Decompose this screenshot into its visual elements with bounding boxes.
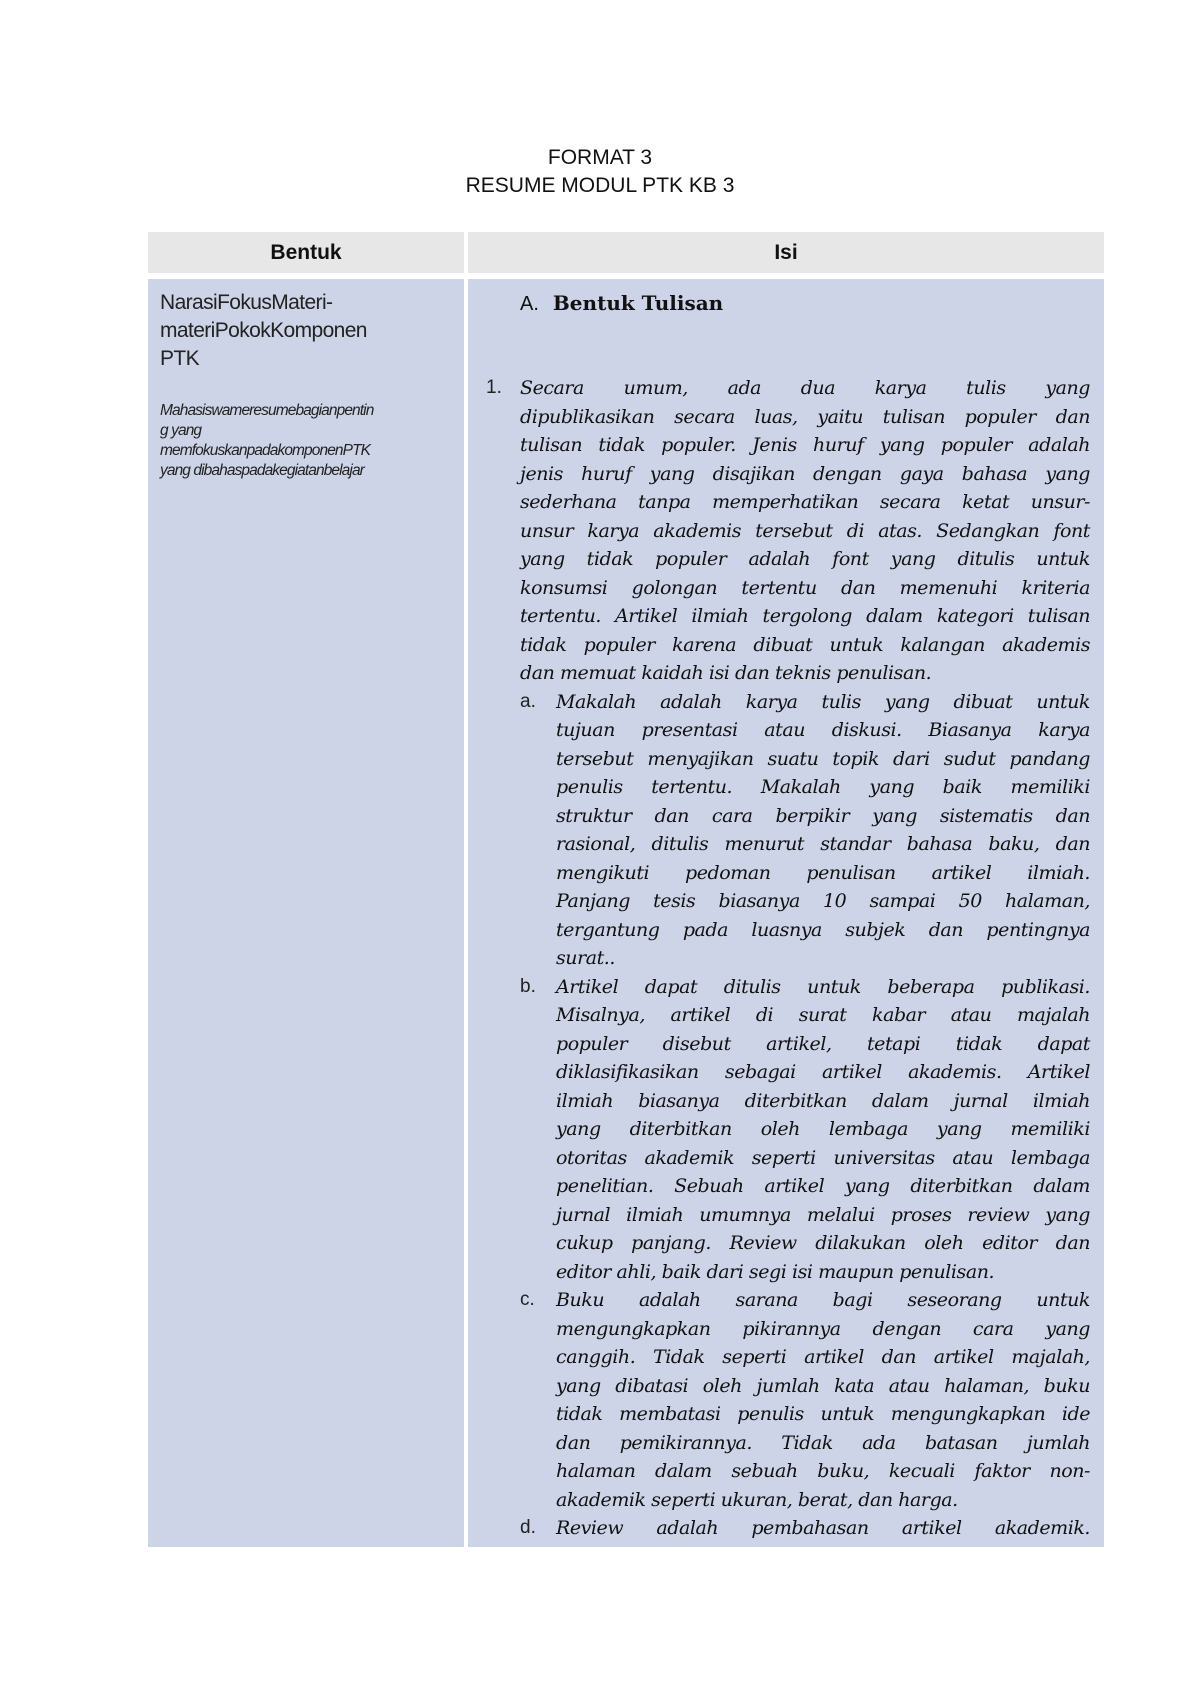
- title-line-2: RESUME MODUL PTK KB 3: [465, 174, 735, 197]
- paragraph-line: tulisan tidak populer. Jenis huruf yang populer adalah: [520, 434, 1090, 456]
- bentuk-note-line: memfokuskanpadakomponenPTK: [160, 442, 371, 459]
- paragraph-line: tergantung pada luasnya subjek dan pentingnya: [556, 918, 1090, 941]
- table-header-row: [148, 232, 1104, 273]
- paragraph-line: dipublikasikan secara luas, yaitu tulisan populer dan: [520, 405, 1090, 428]
- paragraph-line: rasional, ditulis menurut standar bahasa baku, dan: [556, 833, 1090, 855]
- sub-d-marker: d.: [520, 1517, 536, 1538]
- bentuk-note-line: Mahasiswameresumebagianpentin: [160, 402, 374, 419]
- bentuk-main-line: materiPokokKomponen: [160, 319, 367, 342]
- sub-b-marker: b.: [520, 975, 536, 997]
- paragraph-line: Artikel dapat ditulis untuk beberapa publikasi.: [556, 975, 1090, 998]
- sub-c-paragraph: [556, 1286, 1090, 1514]
- bentuk-cell: [148, 279, 464, 1547]
- section-title: Bentuk Tulisan: [552, 291, 724, 315]
- sub-a-marker: a.: [520, 690, 536, 712]
- title-line-1: FORMAT 3: [547, 146, 653, 169]
- paragraph-line: yang tidak populer adalah font yang ditulis untuk: [520, 548, 1090, 570]
- bentuk-note-line: g yang: [160, 422, 202, 439]
- paragraph-line: Panjang tesis biasanya 10 sampai 50 halaman,: [556, 890, 1090, 912]
- paragraph-line: surat..: [556, 947, 615, 969]
- paragraph-line: tersebut menyajikan suatu topik dari sudut pandang: [556, 747, 1090, 770]
- table-body-row: [148, 279, 1104, 1547]
- isi-cell: [468, 279, 1104, 1547]
- paragraph-line: tertentu. Artikel ilmiah tergolong dalam kategori tulisan: [520, 605, 1090, 627]
- bentuk-note-line: yang dibahaspadakegiatanbelajar: [160, 462, 364, 479]
- bentuk-note: [160, 401, 452, 481]
- section-heading: [520, 289, 723, 318]
- paragraph-line: yang diterbitkan oleh lembaga yang memiliki: [556, 1118, 1090, 1140]
- header-bentuk: Bentuk: [148, 232, 464, 273]
- sub-b-paragraph: [556, 973, 1090, 1287]
- document-title: [0, 144, 1200, 200]
- paragraph-line: yang dibatasi oleh jumlah kata atau halaman, buku: [556, 1374, 1090, 1397]
- paragraph-line: sederhana tanpa memperhatikan secara ketat unsur-: [520, 491, 1090, 513]
- resume-table: [148, 232, 1104, 1547]
- paragraph-line: Secara umum, ada dua karya tulis yang: [520, 377, 1090, 399]
- item-1-marker: 1.: [486, 377, 502, 398]
- paragraph-line: akademik seperti ukuran, berat, dan harga.: [556, 1488, 958, 1511]
- paragraph-line: diklasifikasikan sebagai artikel akademis. Artikel: [556, 1061, 1090, 1083]
- paragraph-line: unsur karya akademis tersebut di atas. Sedangkan font: [520, 519, 1090, 542]
- paragraph-line: canggih. Tidak seperti artikel dan artikel majalah,: [556, 1346, 1090, 1368]
- bentuk-main-line: PTK: [160, 347, 200, 370]
- paragraph-line: jurnal ilmiah umumnya melalui proses review yang: [556, 1203, 1090, 1226]
- paragraph-line: penelitian. Sebuah artikel yang diterbitkan dalam: [556, 1175, 1090, 1197]
- paragraph-line: dan memuat kaidah isi dan teknis penulisan.: [520, 662, 932, 684]
- item-1-paragraph: [520, 374, 1090, 688]
- sub-a-paragraph: [556, 688, 1090, 973]
- paragraph-line: editor ahli, baik dari segi isi maupun penulisan.: [556, 1260, 995, 1283]
- paragraph-line: populer disebut artikel, tetapi tidak dapat: [556, 1032, 1090, 1055]
- paragraph-line: mengungkapkan pikirannya dengan cara yang: [556, 1317, 1090, 1340]
- bentuk-main-line: NarasiFokusMateri-: [160, 291, 333, 314]
- header-isi: Isi: [468, 232, 1104, 273]
- paragraph-line: otoritas akademik seperti universitas atau lembaga: [556, 1146, 1090, 1169]
- sub-d-paragraph: [556, 1514, 1090, 1543]
- section-letter: A.: [520, 293, 539, 315]
- paragraph-line: Misalnya, artikel di surat kabar atau majalah: [556, 1004, 1090, 1026]
- paragraph-line: mengikuti pedoman penulisan artikel ilmiah.: [556, 861, 1090, 884]
- sub-c-marker: c.: [520, 1289, 535, 1310]
- paragraph-line: jenis huruf yang disajikan dengan gaya bahasa yang: [520, 462, 1090, 485]
- paragraph-line: tidak membatasi penulis untuk mengungkapkan ide: [556, 1403, 1090, 1425]
- paragraph-line: tidak populer karena dibuat untuk kalangan akademis: [520, 633, 1090, 656]
- paragraph-line: Makalah adalah karya tulis yang dibuat untuk: [556, 690, 1090, 713]
- paragraph-line: penulis tertentu. Makalah yang baik memiliki: [556, 776, 1090, 798]
- paragraph-line: cukup panjang. Review dilakukan oleh editor dan: [556, 1232, 1090, 1254]
- paragraph-line: ilmiah biasanya diterbitkan dalam jurnal ilmiah: [556, 1089, 1090, 1112]
- paragraph-line: struktur dan cara berpikir yang sistematis dan: [556, 804, 1090, 827]
- paragraph-line: dan pemikirannya. Tidak ada batasan jumlah: [556, 1431, 1090, 1454]
- paragraph-line: Buku adalah sarana bagi seseorang untuk: [556, 1289, 1090, 1311]
- paragraph-line: Review adalah pembahasan artikel akademik.: [556, 1517, 1090, 1539]
- paragraph-line: halaman dalam sebuah buku, kecuali faktor non-: [556, 1460, 1090, 1482]
- paragraph-line: tujuan presentasi atau diskusi. Biasanya karya: [556, 719, 1090, 741]
- bentuk-main-text: [160, 289, 452, 373]
- paragraph-line: konsumsi golongan tertentu dan memenuhi kriteria: [520, 576, 1090, 599]
